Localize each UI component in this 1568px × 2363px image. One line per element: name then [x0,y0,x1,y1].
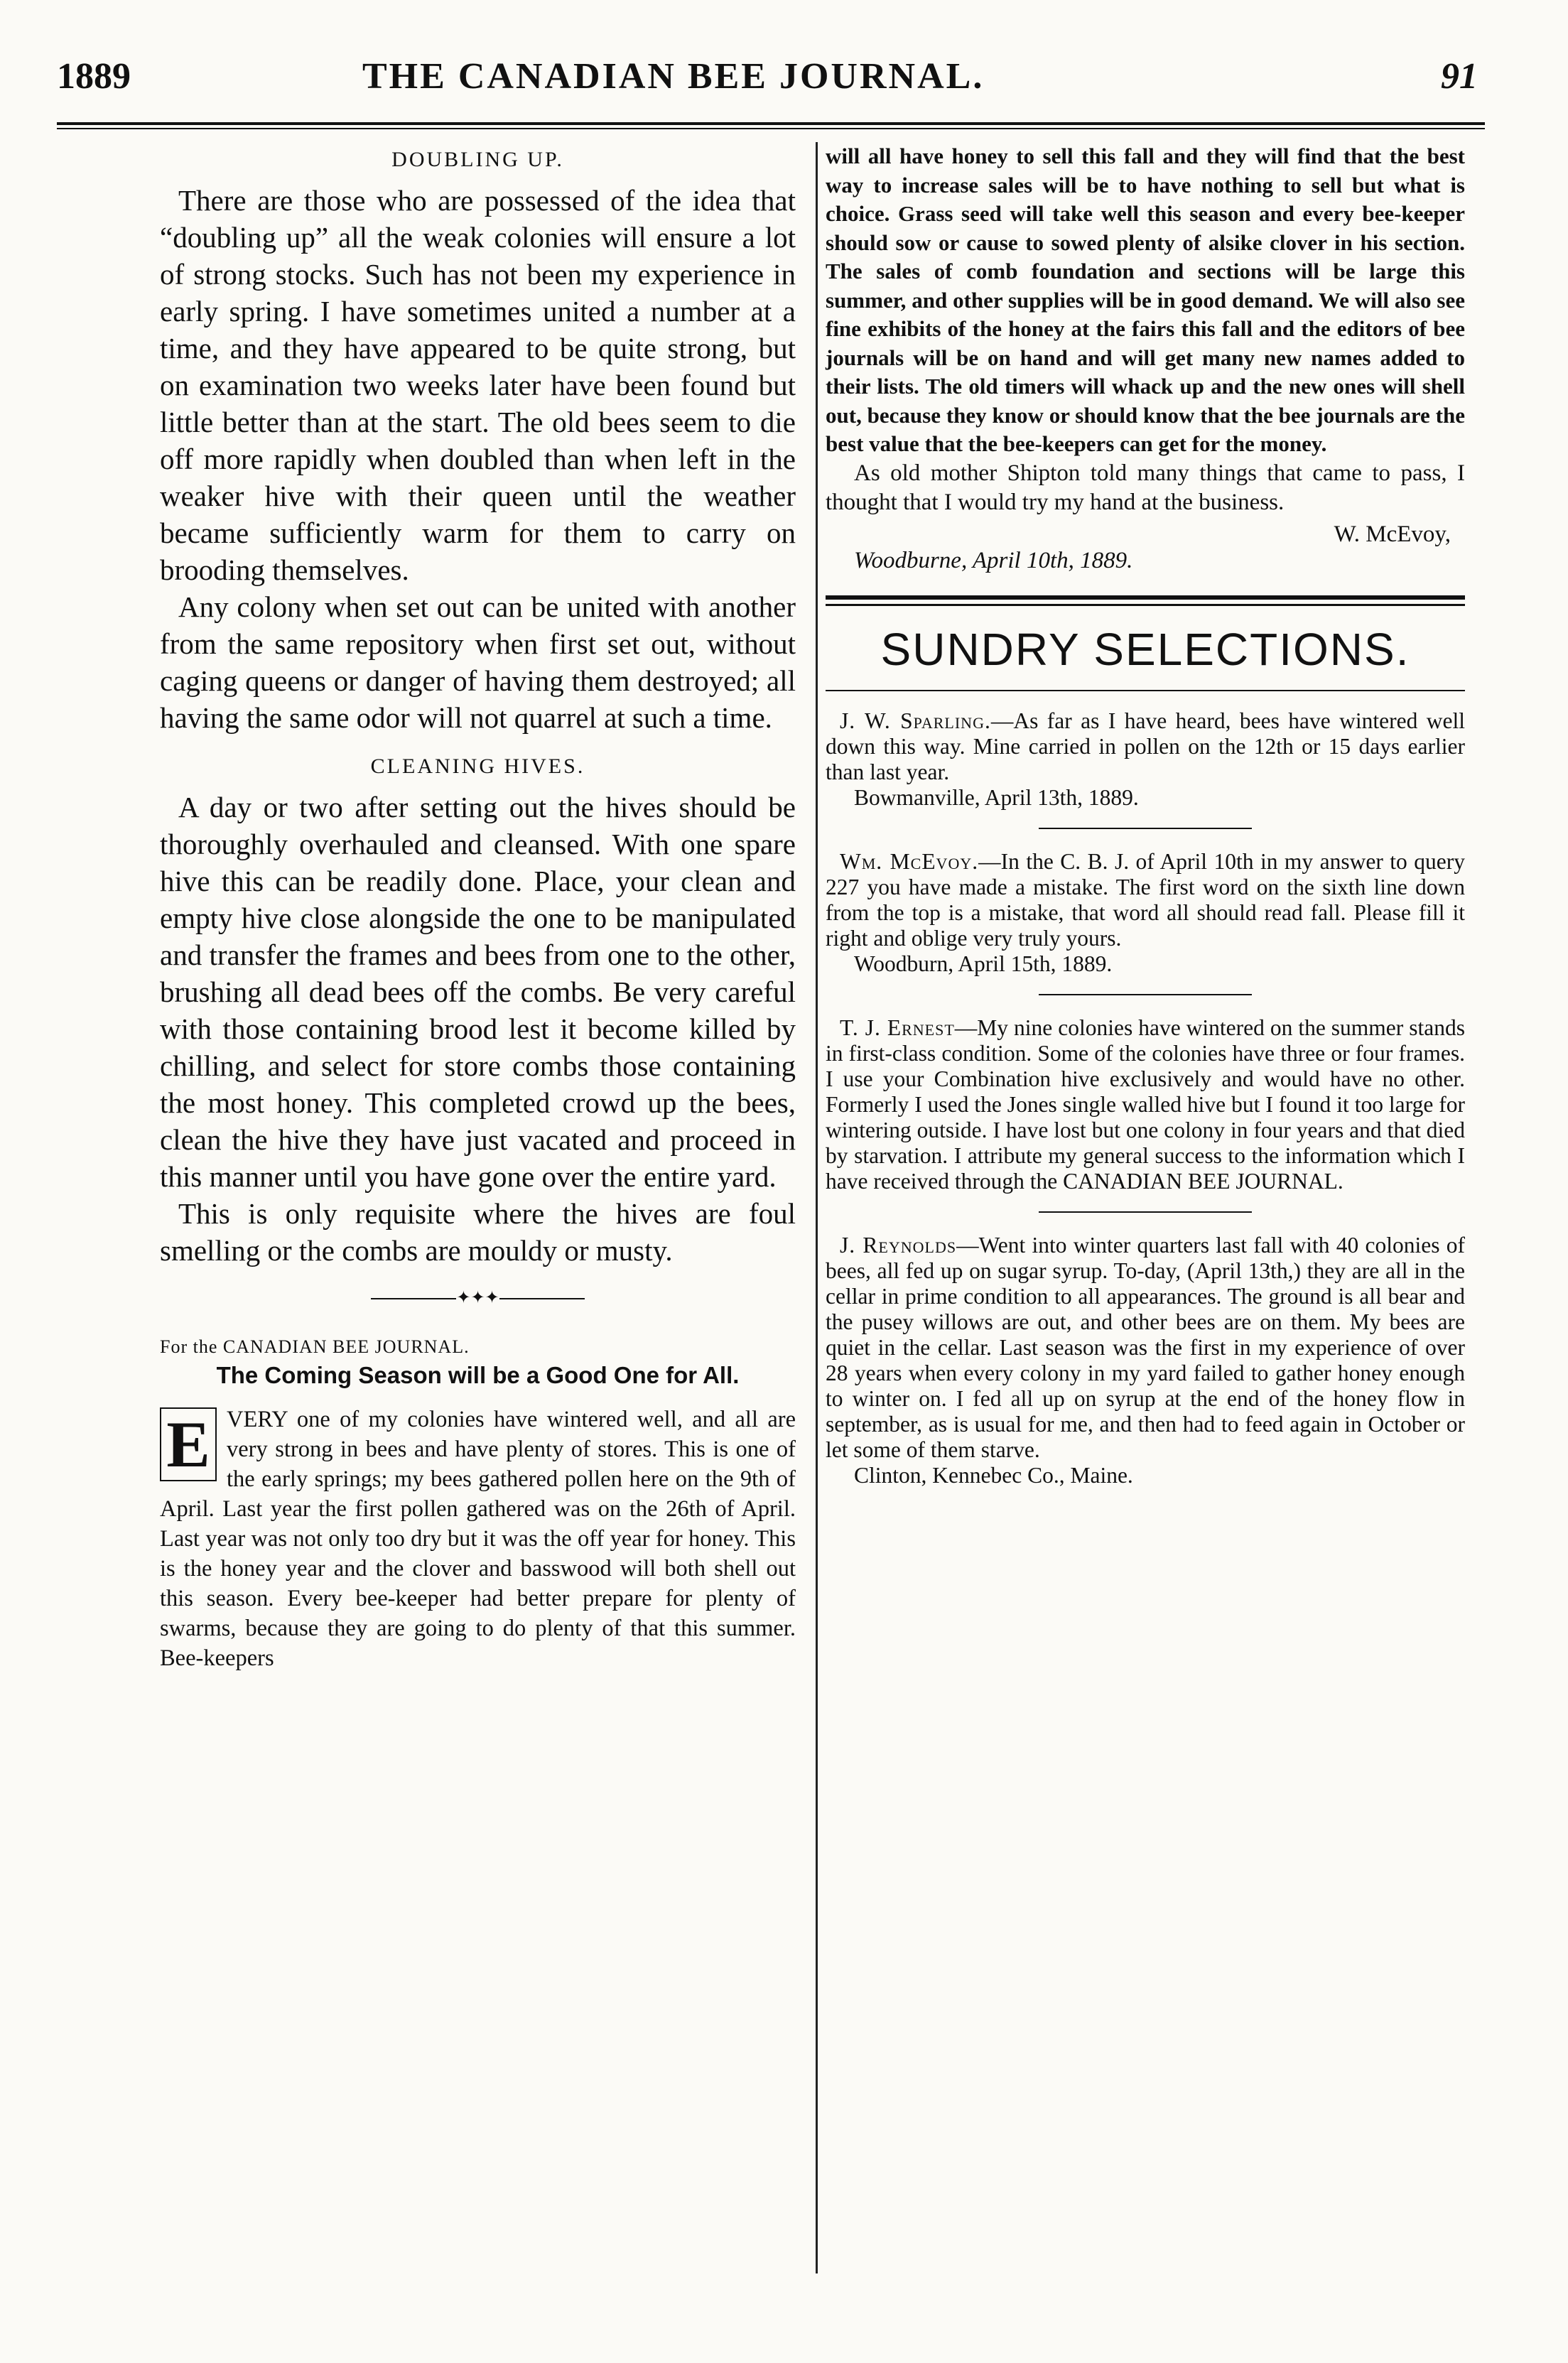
article-title: The Coming Season will be a Good One for All. [216,1362,740,1388]
paragraph: Any colony when set out can be united with another from the same repository when first set out, without caging queens or danger of having them destroyed; all having the same odor will not quarrel at such a time. [160,590,796,734]
rule [1039,994,1252,995]
selection-author: J. Reynolds [840,1232,957,1258]
selection-text [826,708,1465,785]
selection-author: J. W. Sparling. [840,708,991,733]
selection-place: Clinton, Kennebec Co., Maine. [854,1462,1133,1488]
paragraph: This is only requisite where the hives are foul smelling or the combs are mouldy or musty. [160,1197,796,1267]
selection-place: Woodburn, April 15th, 1889. [854,951,1113,976]
article-body-block [160,1405,796,1673]
rule [826,690,1465,691]
selection-place: Bowmanville, April 13th, 1889. [854,784,1139,810]
paragraph: A day or two after setting out the hives should be thoroughly overhauled and cleansed. With one spare hive this can be readily done. Place, your clean and empty hive close alongside the one to be manipulated and transfer the frames and bees from one to the other, brushing all dead bees off the combs. Be very careful with those containing brood lest it become killed by chilling, and select for store combs those containing the most honey. This completed crowd up the bees, clean the hive they have just vacated and proceed in this manner until you have gone over the entire yard. [160,791,796,1193]
selection-body: —My nine colonies have wintered on the summer stands in first-class condition. Some of the colonies have three or four frames. I use your Combination hive exclusively and would have no other. Formerly I used the Jones single walled hive but I found it too large for wintering outside. I have lost but one colony in four years and that died by starvation. I attribute my general success to the information which I have received through the CANADIAN BEE JOURNAL. [826,1015,1465,1194]
sundry-heading: SUNDRY SELECTIONS. [880,623,1410,675]
list-item [826,708,1465,811]
rule [1039,1211,1252,1213]
selection-text [826,849,1465,951]
paragraph: As old mother Shipton told many things that came to pass, I thought that I would try my hand at the business. [826,460,1465,515]
right-column [826,142,1465,1488]
paragraph: There are those who are possessed of the idea that “doubling up” all the weak colonies will ensure a lot of strong stocks. Such has not been my experience in early spring. I have sometimes united a number at a time, and they have appeared to be quite strong, but on examination two weeks later have been found but little better than at the start. The old bees seem to die off more rapidly when doubled than when left in the weaker hive with their queen until the weather became sufficiently warm for them to carry on brooding themselves. [160,184,796,586]
rule [1039,828,1252,829]
header-rule-thin [57,128,1485,129]
list-item [826,1233,1465,1488]
ornament-divider [160,1287,796,1308]
ornament-glyphs: ✦✦✦ [456,1289,499,1307]
selection-author: Wm. McEvoy. [840,848,979,874]
signature: W. McEvoy, [1334,521,1451,547]
list-item [826,849,1465,977]
article-body: VERY one of my colonies have wintered well, and all are very strong in bees and have plenty of stores. This is one of the early springs; my bees gathered pollen here on the 9th of April. Last year the first pollen gathered was on the 26th of April. Last year was not only too dry but it was the off year for honey. This is the honey year and the clover and basswood will both shell out this season. Every bee-keeper had better prepare for plenty of swarms, because they are going to do plenty of that this summer. Bee-keepers [160,1407,796,1671]
left-column [160,142,796,1673]
selection-body: —In the C. B. J. of April 10th in my answer to query 227 you have made a mistake. The first word on the sixth line down from the top is a mistake, that word all should read fall. Please fill it right and oblige very truly yours. [826,848,1465,951]
selection-text [826,1015,1465,1194]
page-header [43,55,1485,112]
signature-place: Woodburne, April 10th, 1889. [854,547,1133,573]
section-heading-cleaning: CLEANING HIVES. [370,755,585,778]
header-rule [57,122,1485,125]
section-double-rule [826,595,1465,606]
list-item [826,1015,1465,1194]
year: 1889 [57,56,131,97]
selection-author: T. J. Ernest [840,1015,955,1040]
page-number: 91 [1441,56,1478,97]
selection-body: —Went into winter quarters last fall with 40 colonies of bees, all fed up on sugar syrup. To-day, (April 13th,) they are all in the cellar in prime condition to all appearances. The ground is all bear and the pusey willows are out, and other bees are on them. My bees are quiet in the cellar. Last season was the first in my experience of over 28 years when every colony in my yard failed to gather honey enough to winter on. I fed all up on syrup at the end of the honey flow in september, as is usual for me, and then had to feed again in October or let some of them starve. [826,1232,1465,1462]
column-divider [816,142,818,2273]
drop-cap: E [160,1407,217,1481]
paragraph: will all have honey to sell this fall and they will find that the best way to increase sales will be to have nothing to sell but what is choice. Grass seed will take well this season and every bee-keeper should sow or cause to sowed plenty of alsike clover in his section. The sales of comb foundation and sections will be large this summer, and other supplies will be in good demand. We will also see fine exhibits of the honey at the fairs this fall and the editors of bee journals will be on hand and will get many new names added to their lists. The old timers will whack up and the new ones will shell out, because they know or should know that the bee journals are the best value that the bee-keepers can get for the money. [826,144,1465,456]
journal-title: THE CANADIAN BEE JOURNAL. [362,56,985,97]
selection-text [826,1233,1465,1463]
selection-body: —As far as I have heard, bees have wintered well down this way. Mine carried in pollen on the 12th or 15 days earlier than last year. [826,708,1465,784]
section-heading-doubling: DOUBLING UP. [391,148,564,171]
attribution: For the CANADIAN BEE JOURNAL. [160,1336,470,1357]
